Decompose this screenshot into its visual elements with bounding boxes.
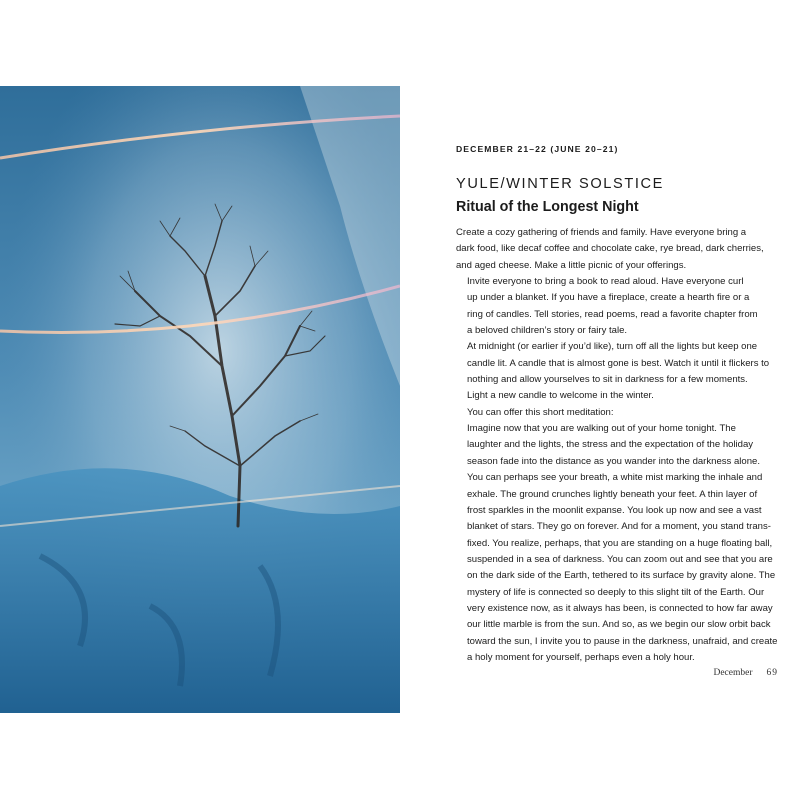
- text-line: a holy moment for yourself, perhaps even a holy hour.: [467, 651, 695, 663]
- text-line: nothing and allow yourselves to sit in darkness for a few moments.: [467, 374, 748, 386]
- text-line: Light a new candle to welcome in the winter.: [467, 390, 654, 402]
- ritual-subtitle: Ritual of the Longest Night: [456, 199, 639, 215]
- text-line: a beloved children’s story or fairy tale.: [467, 325, 628, 337]
- winter-tree-photo: [0, 86, 400, 713]
- text-line: suspended in a sea of darkness. You can zoom out and see that you are: [467, 553, 773, 565]
- text-line: frost sparkles in the moonlit expanse. You look up now and see a vast: [467, 504, 762, 516]
- ritual-body: [456, 225, 782, 666]
- text-line: very existence now, as it always has been, is connected to how far away: [467, 602, 773, 614]
- text-line: ring of candles. Tell stories, read poems, read a favorite chapter from: [467, 308, 758, 320]
- text-line: Create a cozy gathering of friends and family. Have everyone bring a: [456, 227, 747, 238]
- text-line: up under a blanket. If you have a fireplace, create a hearth fire or a: [467, 292, 750, 304]
- page-title: YULE/WINTER SOLSTICE: [456, 176, 664, 192]
- meditation-paragraph: [456, 421, 782, 666]
- page-footer: [713, 668, 778, 678]
- paragraph: [456, 405, 782, 421]
- text-line: exhale. The ground crunches lightly beneath your feet. A thin layer of: [467, 488, 758, 500]
- text-line: mystery of life is connected so deeply to this slight tilt of the Earth. Our: [467, 586, 765, 598]
- page-number: 69: [766, 668, 778, 678]
- text-line: fixed. You realize, perhaps, that you are standing on a huge floating ball,: [467, 537, 773, 549]
- text-line: Imagine now that you are walking out of your home tonight. The: [467, 423, 736, 435]
- text-line: toward the sun, I invite you to pause in the darkness, unafraid, and create: [467, 635, 778, 647]
- text-line: and aged cheese. Make a little picnic of your offerings.: [456, 259, 687, 271]
- text-line: candle lit. A candle that is almost gone is best. Watch it until it flickers to: [467, 357, 770, 369]
- paragraph: [456, 339, 782, 388]
- ritual-date: DECEMBER 21–22 (JUNE 20–21): [456, 144, 619, 154]
- text-column: [456, 142, 782, 666]
- text-line: blanket of stars. They go on forever. And for a moment, you stand trans-: [467, 521, 771, 533]
- running-footer-section: December: [713, 668, 753, 678]
- text-line: dark food, like decaf coffee and chocolate cake, rye bread, dark cherries,: [456, 243, 764, 255]
- text-line: season fade into the distance as you wander into the darkness alone.: [467, 455, 760, 467]
- text-line: You can perhaps see your breath, a white mist marking the inhale and: [467, 472, 763, 484]
- paragraph: [456, 274, 782, 339]
- text-line: Invite everyone to bring a book to read aloud. Have everyone curl: [467, 276, 744, 288]
- text-line: on the dark side of the Earth, tethered to its surface by gravity alone. The: [467, 570, 776, 582]
- text-line: our little marble is from the sun. And so, as we begin our slow orbit back: [467, 619, 771, 631]
- paragraph: [456, 388, 782, 404]
- text-line: You can offer this short meditation:: [467, 406, 614, 418]
- paragraph: [456, 225, 782, 274]
- text-line: At midnight (or earlier if you’d like), turn off all the lights but keep one: [467, 341, 758, 353]
- text-line: laughter and the lights, the stress and the expectation of the holiday: [467, 439, 754, 451]
